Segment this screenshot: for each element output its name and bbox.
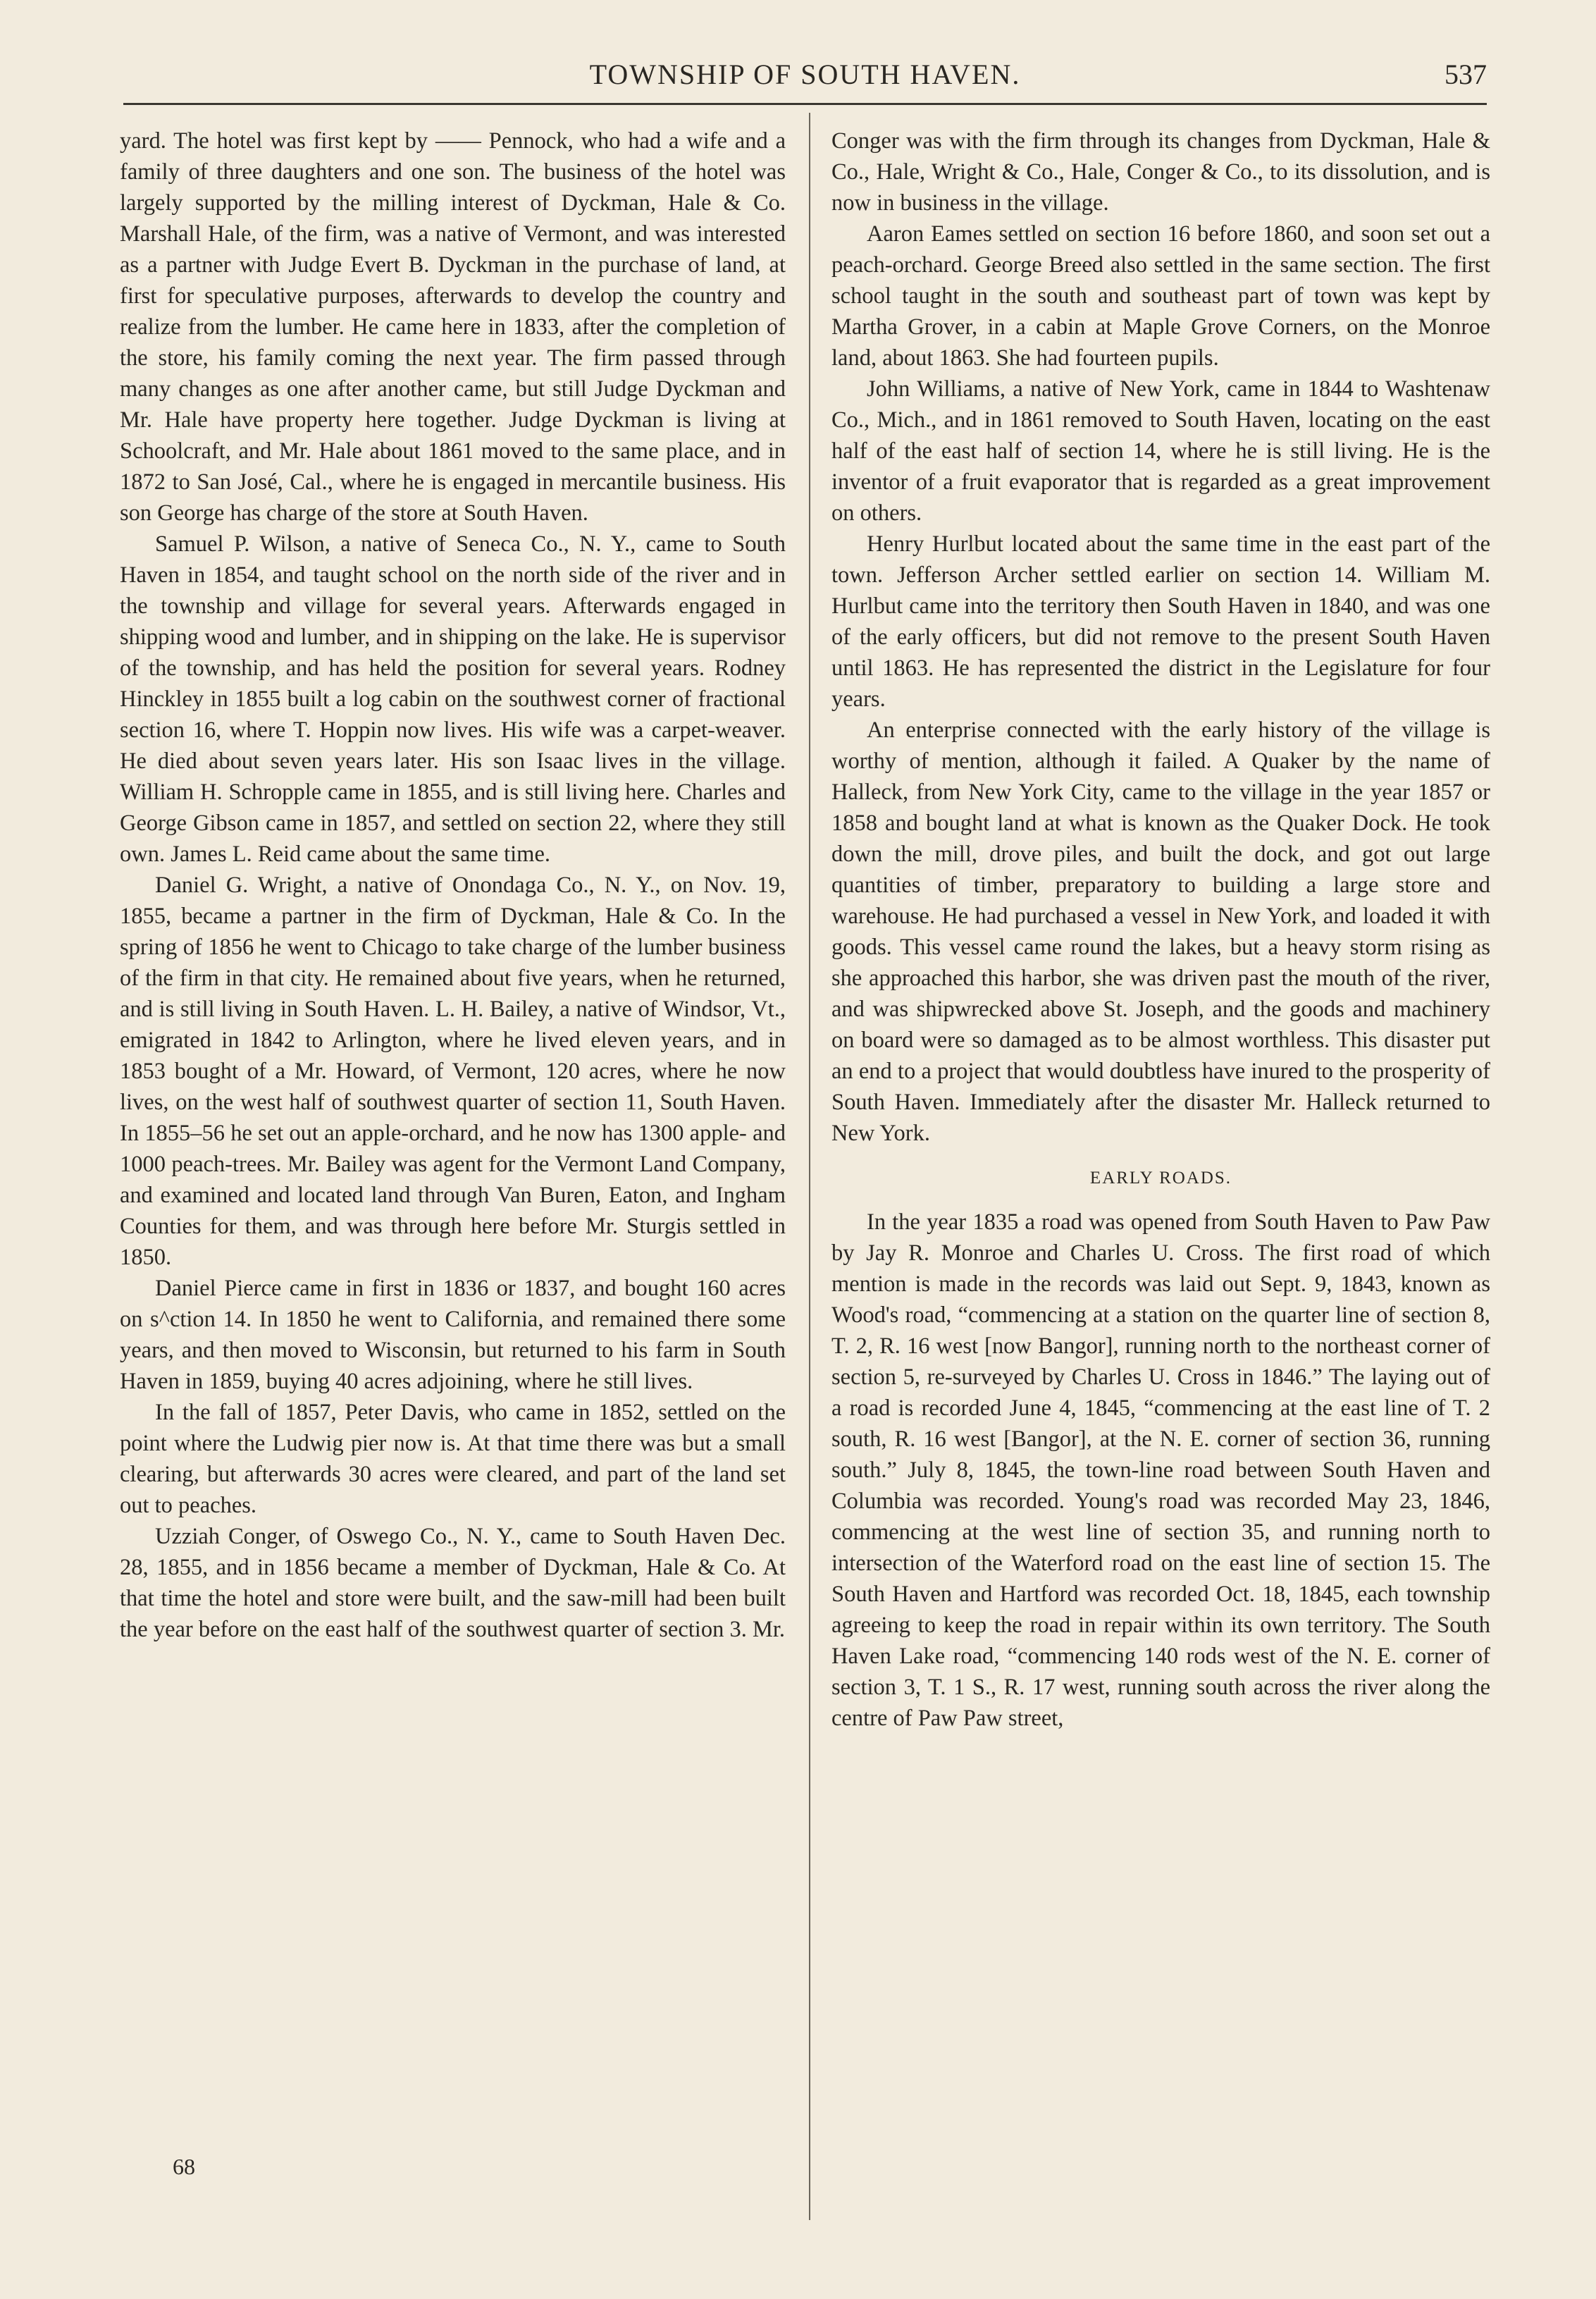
signature-mark: 68 bbox=[173, 2154, 195, 2179]
running-head bbox=[123, 54, 1487, 96]
paragraph: Conger was with the firm through its changes from Dyckman, Hale & Co., Hale, Wright & Co., Hale, Conger & Co., to its dissolution, and is now in business in the village. bbox=[831, 128, 1490, 216]
paragraph: Daniel G. Wright, a native of Onondaga Co., N. Y., on Nov. 19, 1855, became a partner in the firm of Dyckman, Hale & Co. In the spring of 1856 he went to Chicago to take charge of the lumber business of the firm in that city. He remained about five years, when he returned, and is still living in South Haven. L. H. Bailey, a native of Windsor, Vt., emigrated in 1842 to Arlington, where he lived eleven years, and in 1853 bought of a Mr. Howard, of Vermont, 120 acres, where he now lives, on the west half of southwest quarter of section 11, South Haven. In 1855–56 he set out an apple-orchard, and he now has 1300 apple- and 1000 peach-trees. Mr. Bailey was agent for the Vermont Land Company, and examined and located land through Van Buren, Eaton, and Ingham Counties for them, and was through here before Mr. Sturgis settled in 1850. bbox=[120, 873, 786, 1270]
paragraph: Henry Hurlbut located about the same time in the east part of the town. Jefferson Archer settled earlier on section 14. William M. Hurlbut came into the territory then South Haven in 1840, and was one of the early officers, but did not remove to the present South Haven until 1863. He has represented the district in the Legislature for four years. bbox=[831, 531, 1490, 712]
paragraph: Aaron Eames settled on section 16 before 1860, and soon set out a peach-orchard. George Breed also settled in the same section. The first school taught in the south and southeast part of town was kept by Martha Grover, in a cabin at Maple Grove Corners, on the Monroe land, about 1863. She had fourteen pupils. bbox=[831, 221, 1490, 371]
paragraph: yard. The hotel was first kept by —— Pennock, who had a wife and a family of three daughters and one son. The business of the hotel was largely supported by the milling interest of Dyckman, Hale & Co. Marshall Hale, of the firm, was a native of Vermont, and was interested as a partner with Judge Evert B. Dyckman in the purchase of land, at first for speculative purposes, afterwards to develop the country and realize from the lumber. He came here in 1833, after the completion of the store, his family coming the next year. The firm passed through many changes as one after another came, but still Judge Dyckman and Mr. Hale have property here together. Judge Dyckman is living at Schoolcraft, and Mr. Hale about 1861 moved to the same place, and in 1872 to San José, Cal., where he is engaged in mercantile business. His son George has charge of the store at South Haven. bbox=[120, 128, 786, 526]
left-column bbox=[120, 125, 786, 2212]
paragraph: Samuel P. Wilson, a native of Seneca Co., N. Y., came to South Haven in 1854, and taught school on the north side of the river and in the township and village for several years. Afterwards engaged in shipping wood and lumber, and in shipping on the lake. He is supervisor of the township, and has held the position for several years. Rodney Hinckley in 1855 built a log cabin on the southwest corner of fractional section 16, where T. Hoppin now lives. His wife was a carpet-weaver. He died about seven years later. His son Isaac lives in the village. William H. Schropple came in 1855, and is still living here. Charles and George Gibson came in 1857, and settled on section 22, where they still own. James L. Reid came about the same time. bbox=[120, 531, 786, 867]
paragraph: In the year 1835 a road was opened from South Haven to Paw Paw by Jay R. Monroe and Charles U. Cross. The first road of which mention is made in the records was laid out Sept. 9, 1843, known as Wood's road, “commencing at a station on the quarter line of section 8, T. 2, R. 16 west [now Bangor], running north to the northeast corner of section 5, re-surveyed by Charles U. Cross in 1846.” The laying out of a road is recorded June 4, 1845, “commencing at the east line of T. 2 south, R. 16 west [Bangor], at the N. E. corner of section 36, running south.” July 8, 1845, the town-line road between South Haven and Columbia was recorded. Young's road was recorded May 23, 1846, commencing at the west line of section 35, and running north to intersection of the Waterford road on the east line of section 15. The South Haven and Hartford was recorded Oct. 18, 1845, each township agreeing to keep the road in repair within its own territory. The South Haven Lake road, “commencing 140 rods west of the N. E. corner of section 3, T. 1 S., R. 17 west, running south across the river along the centre of Paw Paw street, bbox=[831, 1209, 1490, 1731]
paragraph: John Williams, a native of New York, came in 1844 to Washtenaw Co., Mich., and in 1861 removed to South Haven, locating on the east half of the east half of section 14, where he is still living. He is the inventor of a fruit evaporator that is regarded as a great improvement on others. bbox=[831, 376, 1490, 526]
right-column bbox=[831, 125, 1490, 2212]
page-title: TOWNSHIP OF SOUTH HAVEN. bbox=[589, 58, 1021, 90]
paragraph: An enterprise connected with the early history of the village is worthy of mention, although it failed. A Quaker by the name of Halleck, from New York City, came to the village in the year 1857 or 1858 and bought land at what is known as the Quaker Dock. He took down the mill, drove piles, and built the dock, and got out large quantities of timber, preparatory to building a large store and warehouse. He had purchased a vessel in New York, and loaded it with goods. This vessel came round the lakes, but a heavy storm rising as she approached this harbor, she was driven past the mouth of the river, and was shipwrecked above St. Joseph, and the goods and machinery on board were so damaged as to be almost worthless. This disaster put an end to a project that would doubtless have inured to the prosperity of South Haven. Immediately after the disaster Mr. Halleck returned to New York. bbox=[831, 717, 1490, 1146]
paragraph: Uzziah Conger, of Oswego Co., N. Y., came to South Haven Dec. 28, 1855, and in 1856 became a member of Dyckman, Hale & Co. At that time the hotel and store were built, and the saw-mill had been built the year before on the east half of the southwest quarter of section 3. Mr. bbox=[120, 1524, 786, 1642]
section-heading: EARLY ROADS. bbox=[1089, 1169, 1232, 1188]
header-rule bbox=[123, 103, 1487, 105]
paragraph: Daniel Pierce came in first in 1836 or 1837, and bought 160 acres on s^ction 14. In 1850 he went to California, and remained there some years, and then moved to Wisconsin, but returned to his farm in South Haven in 1859, buying 40 acres adjoining, where he still lives. bbox=[120, 1276, 786, 1394]
page-number: 537 bbox=[1445, 58, 1487, 90]
column-divider bbox=[809, 113, 810, 2220]
paragraph: In the fall of 1857, Peter Davis, who came in 1852, settled on the point where the Ludwig pier now is. At that time there was but a small clearing, but afterwards 30 acres were cleared, and part of the land set out to peaches. bbox=[120, 1400, 786, 1518]
